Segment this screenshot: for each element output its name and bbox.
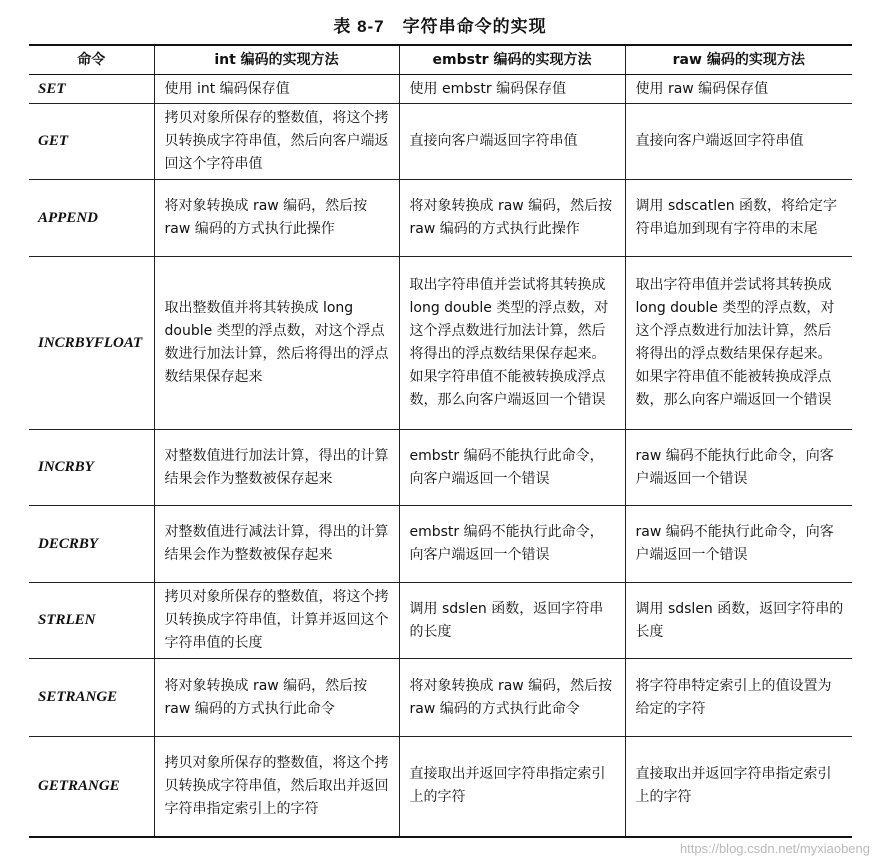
header-embstr: embstr 编码的实现方法 (399, 45, 625, 75)
int-cell: 将对象转换成 raw 编码，然后按 raw 编码的方式执行此操作 (154, 180, 399, 257)
table-row (29, 506, 852, 583)
header-int: int 编码的实现方法 (154, 45, 399, 75)
command-cell: STRLEN (29, 583, 154, 659)
raw-cell: raw 编码不能执行此命令，向客户端返回一个错误 (625, 506, 852, 583)
int-cell: 对整数值进行加法计算，得出的计算结果会作为整数被保存起来 (154, 430, 399, 506)
command-cell: INCRBYFLOAT (29, 257, 154, 430)
raw-cell: 调用 sdslen 函数，返回字符串的长度 (625, 583, 852, 659)
embstr-cell: 使用 embstr 编码保存值 (399, 75, 625, 104)
table-row (29, 583, 852, 659)
command-cell: SETRANGE (29, 659, 154, 737)
raw-cell: 直接取出并返回字符串指定索引上的字符 (625, 737, 852, 837)
raw-cell: 将字符串特定索引上的值设置为给定的字符 (625, 659, 852, 737)
table-number: 表 8-7 (333, 17, 385, 36)
int-cell: 对整数值进行减法计算，得出的计算结果会作为整数被保存起来 (154, 506, 399, 583)
command-cell: SET (29, 75, 154, 104)
raw-cell: 取出字符串值并尝试将其转换成 long double 类型的浮点数，对这个浮点数进行加法计算，然后将得出的浮点数结果保存起来。如果字符串值不能被转换成浮点数，那么向客户端返回一个错误 (625, 257, 852, 430)
watermark: https://blog.csdn.net/myxiaobeng (679, 841, 870, 856)
command-cell: GET (29, 104, 154, 180)
table-row (29, 257, 852, 430)
table-row (29, 737, 852, 837)
string-commands-table (29, 44, 852, 838)
header-row (29, 45, 852, 75)
command-cell: INCRBY (29, 430, 154, 506)
raw-cell: 调用 sdscatlen 函数，将给定字符串追加到现有字符串的末尾 (625, 180, 852, 257)
header-raw: raw 编码的实现方法 (625, 45, 852, 75)
table-row (29, 659, 852, 737)
embstr-cell: 将对象转换成 raw 编码，然后按 raw 编码的方式执行此操作 (399, 180, 625, 257)
table-row (29, 180, 852, 257)
embstr-cell: 直接向客户端返回字符串值 (399, 104, 625, 180)
int-cell: 拷贝对象所保存的整数值，将这个拷贝转换成字符串值，然后向客户端返回这个字符串值 (154, 104, 399, 180)
header-command: 命令 (29, 45, 154, 75)
table-caption (0, 12, 880, 37)
raw-cell: 直接向客户端返回字符串值 (625, 104, 852, 180)
command-cell: DECRBY (29, 506, 154, 583)
table-row (29, 430, 852, 506)
table-title: 字符串命令的实现 (402, 17, 547, 37)
raw-cell: raw 编码不能执行此命令，向客户端返回一个错误 (625, 430, 852, 506)
embstr-cell: embstr 编码不能执行此命令，向客户端返回一个错误 (399, 430, 625, 506)
int-cell: 使用 int 编码保存值 (154, 75, 399, 104)
int-cell: 拷贝对象所保存的整数值，将这个拷贝转换成字符串值，计算并返回这个字符串值的长度 (154, 583, 399, 659)
embstr-cell: 取出字符串值并尝试将其转换成 long double 类型的浮点数，对这个浮点数进行加法计算，然后将得出的浮点数结果保存起来。如果字符串值不能被转换成浮点数，那么向客户端返回一个错误 (399, 257, 625, 430)
embstr-cell: 调用 sdslen 函数，返回字符串的长度 (399, 583, 625, 659)
int-cell: 取出整数值并将其转换成 long double 类型的浮点数，对这个浮点数进行加法计算，然后将得出的浮点数结果保存起来 (154, 257, 399, 430)
embstr-cell: 将对象转换成 raw 编码，然后按 raw 编码的方式执行此命令 (399, 659, 625, 737)
command-cell: GETRANGE (29, 737, 154, 837)
command-cell: APPEND (29, 180, 154, 257)
embstr-cell: 直接取出并返回字符串指定索引上的字符 (399, 737, 625, 837)
raw-cell: 使用 raw 编码保存值 (625, 75, 852, 104)
int-cell: 将对象转换成 raw 编码，然后按 raw 编码的方式执行此命令 (154, 659, 399, 737)
table-row (29, 104, 852, 180)
embstr-cell: embstr 编码不能执行此命令，向客户端返回一个错误 (399, 506, 625, 583)
int-cell: 拷贝对象所保存的整数值，将这个拷贝转换成字符串值，然后取出并返回字符串指定索引上的字符 (154, 737, 399, 837)
table-row (29, 75, 852, 104)
